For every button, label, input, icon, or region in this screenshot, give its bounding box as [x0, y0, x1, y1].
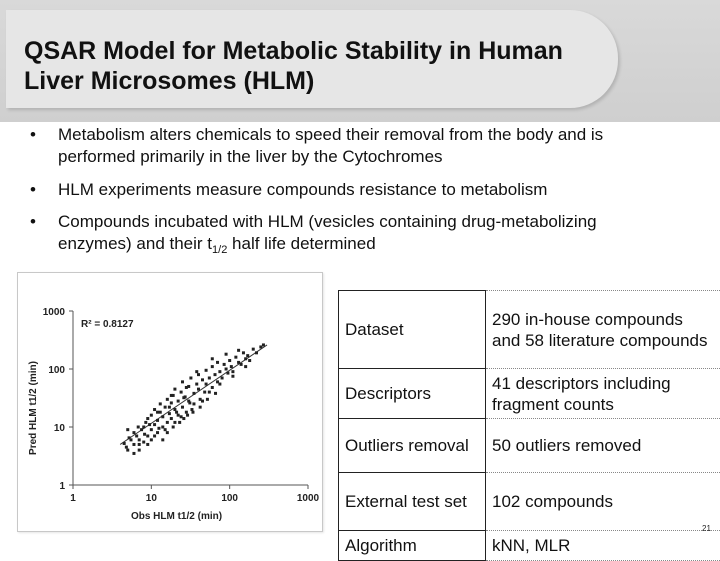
bullet-text: Compounds incubated with HLM (vesicles containing drug-metabolizing enzymes) and their t — [58, 212, 597, 253]
bullet-text: Metabolism alters chemicals to speed their removal from the body and is performed primarily in the liver by the Cytochromes — [58, 125, 603, 166]
data-point — [161, 415, 164, 418]
data-point — [180, 415, 183, 418]
data-point — [150, 438, 153, 441]
data-point — [146, 434, 149, 437]
data-point — [206, 398, 209, 401]
data-point — [173, 408, 176, 411]
data-point — [138, 438, 141, 441]
data-point — [242, 351, 245, 354]
bullet-list — [30, 124, 670, 261]
data-point — [240, 363, 243, 366]
data-point — [191, 411, 194, 414]
data-point — [132, 452, 135, 455]
data-point — [246, 354, 249, 357]
bullet-marker: • — [30, 211, 36, 233]
data-point — [262, 343, 265, 346]
data-point — [231, 370, 234, 373]
data-point — [214, 373, 217, 376]
data-point — [205, 383, 208, 386]
data-point — [231, 375, 234, 378]
data-point — [156, 419, 159, 422]
y-axis-label: Pred HLM t1/2 (min) — [28, 361, 39, 455]
data-point — [166, 431, 169, 434]
scatter-chart — [17, 272, 323, 532]
data-point — [255, 351, 258, 354]
data-point — [128, 436, 131, 439]
data-point — [192, 402, 195, 405]
data-point — [211, 357, 214, 360]
data-point — [144, 421, 147, 424]
data-point — [197, 388, 200, 391]
data-point — [225, 368, 228, 371]
data-point — [178, 421, 181, 424]
data-point — [259, 345, 262, 348]
data-point — [182, 396, 185, 399]
slide-title: QSAR Model for Metabolic Stability in Human Liver Microsomes (HLM) — [24, 36, 618, 96]
data-point — [208, 376, 211, 379]
data-point — [181, 380, 184, 383]
data-point — [164, 406, 167, 409]
data-point — [244, 365, 247, 368]
table-value: kNN, MLR — [486, 531, 720, 561]
data-point — [248, 359, 251, 362]
table-label: External test set — [339, 473, 486, 531]
data-point — [218, 370, 221, 373]
page-number: 21 — [702, 524, 711, 533]
data-point — [234, 356, 237, 359]
data-point — [153, 423, 156, 426]
table-row — [339, 369, 720, 419]
data-point — [168, 412, 171, 415]
x-axis-label: Obs HLM t1/2 (min) — [131, 511, 222, 522]
data-point — [137, 426, 140, 429]
data-point — [211, 386, 214, 389]
table-value: 50 outliers removed — [486, 419, 720, 473]
data-point — [185, 411, 188, 414]
x-tick-label: 1 — [70, 493, 76, 504]
data-point — [237, 349, 240, 352]
data-point — [135, 434, 138, 437]
data-point — [140, 428, 143, 431]
data-point — [170, 401, 173, 404]
data-point — [156, 411, 159, 414]
data-point — [161, 438, 164, 441]
data-point — [177, 400, 180, 403]
data-point — [201, 378, 204, 381]
data-point — [188, 401, 191, 404]
data-point — [156, 431, 159, 434]
data-point — [195, 370, 198, 373]
data-point — [218, 383, 221, 386]
data-point — [197, 373, 200, 376]
data-point — [180, 391, 183, 394]
data-point — [172, 426, 175, 429]
data-point — [203, 391, 206, 394]
data-point — [173, 388, 176, 391]
data-point — [177, 414, 180, 417]
data-point — [170, 394, 173, 397]
data-point — [223, 363, 226, 366]
table-label: Dataset — [339, 291, 486, 369]
data-point — [150, 414, 153, 417]
data-point — [201, 400, 204, 403]
table-label: Algorithm — [339, 531, 486, 561]
bullet-marker: • — [30, 179, 36, 201]
data-point — [190, 408, 193, 411]
data-point — [181, 406, 184, 409]
data-point — [138, 449, 141, 452]
bullet-marker: • — [30, 124, 36, 146]
data-point — [142, 426, 145, 429]
data-point — [211, 365, 214, 368]
table-row — [339, 531, 720, 561]
y-tick-label: 100 — [48, 365, 65, 376]
data-point — [159, 402, 162, 405]
data-point — [126, 449, 129, 452]
data-point — [221, 376, 224, 379]
table-label: Descriptors — [339, 369, 486, 419]
y-tick-label: 1 — [59, 481, 65, 492]
data-point — [153, 408, 156, 411]
chart-canvas — [18, 273, 322, 531]
title-banner — [0, 0, 720, 122]
bullet-item — [30, 124, 670, 168]
data-point — [173, 421, 176, 424]
bullet-item — [30, 211, 670, 261]
bullet-item — [30, 179, 670, 201]
x-tick-label: 1000 — [297, 493, 320, 504]
data-point — [132, 443, 135, 446]
data-point — [126, 428, 129, 431]
table-row — [339, 473, 720, 531]
table-row — [339, 419, 720, 473]
bullet-subscript: 1/2 — [212, 244, 227, 256]
data-point — [252, 348, 255, 351]
data-point — [199, 406, 202, 409]
data-point — [123, 442, 126, 445]
data-point — [182, 417, 185, 420]
data-point — [192, 392, 195, 395]
data-point — [216, 361, 219, 364]
data-point — [146, 443, 149, 446]
table-value: 102 compounds — [486, 473, 720, 531]
data-point — [164, 428, 167, 431]
table-value: 290 in-house compounds and 58 literature compounds — [486, 291, 720, 369]
table-label: Outliers removal — [339, 419, 486, 473]
data-point — [161, 426, 164, 429]
data-point — [189, 376, 192, 379]
data-point — [143, 433, 146, 436]
data-point — [230, 365, 233, 368]
data-point — [214, 392, 217, 395]
x-tick-label: 100 — [221, 493, 238, 504]
table-row — [339, 291, 720, 369]
bullet-text: HLM experiments measure compounds resistance to metabolism — [58, 180, 547, 199]
table-value: 41 descriptors including fragment counts — [486, 369, 720, 419]
data-point — [166, 398, 169, 401]
data-point — [150, 428, 153, 431]
data-point — [125, 446, 128, 449]
data-point — [175, 411, 178, 414]
data-point — [205, 369, 208, 372]
data-point — [168, 406, 171, 409]
model-summary-table — [338, 290, 720, 561]
data-point — [225, 353, 228, 356]
data-point — [132, 431, 135, 434]
data-point — [195, 383, 198, 386]
data-point — [138, 443, 141, 446]
r-squared-annotation: R² = 0.8127 — [81, 319, 134, 330]
data-point — [166, 421, 169, 424]
data-point — [186, 414, 189, 417]
data-point — [244, 357, 247, 360]
bullet-text-tail: half life determined — [227, 234, 375, 253]
data-point — [157, 427, 160, 430]
data-point — [185, 386, 188, 389]
data-point — [153, 434, 156, 437]
y-tick-label: 1000 — [43, 307, 66, 318]
data-point — [208, 391, 211, 394]
data-point — [159, 411, 162, 414]
y-tick-label: 10 — [54, 423, 66, 434]
data-point — [142, 441, 145, 444]
data-point — [228, 359, 231, 362]
data-point — [148, 423, 151, 426]
x-tick-label: 10 — [146, 493, 158, 504]
title-shape — [6, 10, 618, 108]
data-point — [170, 417, 173, 420]
data-point — [146, 417, 149, 420]
data-point — [226, 372, 229, 375]
